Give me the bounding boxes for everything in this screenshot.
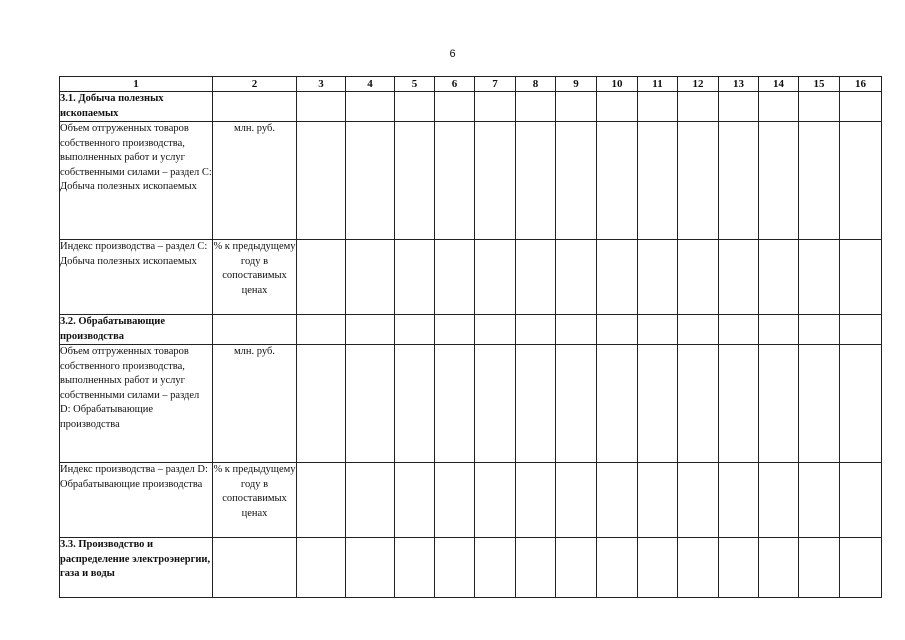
- value-cell: [597, 240, 638, 315]
- column-header: 5: [395, 77, 435, 92]
- value-cell: [840, 240, 882, 315]
- value-cell: [799, 240, 840, 315]
- value-cell: [346, 240, 395, 315]
- indicator-name: Индекс производства – раздел D: Обрабатывающие производства: [60, 463, 213, 538]
- value-cell: [297, 463, 346, 538]
- value-cell: [678, 92, 719, 122]
- column-header: 1: [60, 77, 213, 92]
- value-cell: [297, 92, 346, 122]
- value-cell: [516, 315, 556, 345]
- value-cell: [678, 122, 719, 240]
- value-cell: [719, 122, 759, 240]
- column-header: 2: [213, 77, 297, 92]
- column-header: 10: [597, 77, 638, 92]
- value-cell: [840, 92, 882, 122]
- value-cell: [719, 463, 759, 538]
- section-title: 3.3. Производство и распределение электроэнергии, газа и воды: [60, 538, 213, 598]
- value-cell: [759, 240, 799, 315]
- column-header: 7: [475, 77, 516, 92]
- value-cell: [840, 538, 882, 598]
- value-cell: [597, 315, 638, 345]
- value-cell: [719, 345, 759, 463]
- value-cell: [516, 345, 556, 463]
- indicators-table: [59, 76, 882, 598]
- value-cell: [556, 122, 597, 240]
- value-cell: [678, 538, 719, 598]
- unit-cell: млн. руб.: [213, 122, 297, 240]
- value-cell: [435, 315, 475, 345]
- value-cell: [556, 538, 597, 598]
- value-cell: [719, 240, 759, 315]
- value-cell: [638, 122, 678, 240]
- unit-cell: [213, 92, 297, 122]
- value-cell: [719, 315, 759, 345]
- value-cell: [556, 463, 597, 538]
- value-cell: [840, 122, 882, 240]
- value-cell: [516, 92, 556, 122]
- value-cell: [297, 538, 346, 598]
- value-cell: [346, 538, 395, 598]
- value-cell: [678, 463, 719, 538]
- column-header: 3: [297, 77, 346, 92]
- section-row: [60, 538, 882, 598]
- column-header: 11: [638, 77, 678, 92]
- value-cell: [346, 92, 395, 122]
- unit-cell: % к предыдущему году в сопоставимых ценах: [213, 463, 297, 538]
- value-cell: [719, 538, 759, 598]
- value-cell: [556, 240, 597, 315]
- column-header: 13: [719, 77, 759, 92]
- value-cell: [638, 463, 678, 538]
- value-cell: [475, 92, 516, 122]
- column-header: 8: [516, 77, 556, 92]
- value-cell: [759, 345, 799, 463]
- indicator-row: [60, 345, 882, 463]
- section-title: 3.2. Обрабатывающие производства: [60, 315, 213, 345]
- value-cell: [346, 345, 395, 463]
- page-number: 6: [449, 48, 456, 60]
- column-header: 15: [799, 77, 840, 92]
- value-cell: [297, 315, 346, 345]
- value-cell: [346, 122, 395, 240]
- value-cell: [759, 315, 799, 345]
- value-cell: [395, 122, 435, 240]
- value-cell: [759, 92, 799, 122]
- value-cell: [516, 463, 556, 538]
- value-cell: [597, 538, 638, 598]
- unit-cell: % к предыдущему году в сопоставимых ценах: [213, 240, 297, 315]
- value-cell: [475, 240, 516, 315]
- column-header: 16: [840, 77, 882, 92]
- value-cell: [435, 240, 475, 315]
- value-cell: [346, 315, 395, 345]
- section-title: 3.1. Добыча полезных ископаемых: [60, 92, 213, 122]
- value-cell: [597, 463, 638, 538]
- unit-cell: [213, 315, 297, 345]
- indicator-name: Объем отгруженных товаров собственного производства, выполненных работ и услуг собственными силами – раздел C: Добыча полезных ископаемых: [60, 122, 213, 240]
- value-cell: [435, 345, 475, 463]
- value-cell: [799, 315, 840, 345]
- value-cell: [395, 315, 435, 345]
- value-cell: [840, 315, 882, 345]
- value-cell: [475, 463, 516, 538]
- value-cell: [556, 92, 597, 122]
- indicator-name: Индекс производства – раздел C: Добыча полезных ископаемых: [60, 240, 213, 315]
- value-cell: [475, 122, 516, 240]
- indicator-row: [60, 240, 882, 315]
- value-cell: [556, 315, 597, 345]
- value-cell: [719, 92, 759, 122]
- column-header: 14: [759, 77, 799, 92]
- value-cell: [556, 345, 597, 463]
- value-cell: [759, 122, 799, 240]
- column-header: 12: [678, 77, 719, 92]
- value-cell: [395, 240, 435, 315]
- value-cell: [799, 463, 840, 538]
- value-cell: [516, 240, 556, 315]
- value-cell: [346, 463, 395, 538]
- value-cell: [395, 463, 435, 538]
- value-cell: [516, 122, 556, 240]
- unit-cell: млн. руб.: [213, 345, 297, 463]
- value-cell: [597, 345, 638, 463]
- value-cell: [297, 240, 346, 315]
- value-cell: [759, 463, 799, 538]
- value-cell: [678, 315, 719, 345]
- value-cell: [678, 345, 719, 463]
- value-cell: [475, 315, 516, 345]
- column-number-row: [60, 77, 882, 92]
- value-cell: [395, 538, 435, 598]
- column-header: 4: [346, 77, 395, 92]
- value-cell: [435, 538, 475, 598]
- value-cell: [840, 463, 882, 538]
- value-cell: [799, 345, 840, 463]
- value-cell: [435, 92, 475, 122]
- value-cell: [475, 345, 516, 463]
- indicator-row: [60, 122, 882, 240]
- value-cell: [840, 345, 882, 463]
- value-cell: [475, 538, 516, 598]
- value-cell: [799, 92, 840, 122]
- value-cell: [638, 345, 678, 463]
- value-cell: [638, 92, 678, 122]
- value-cell: [297, 122, 346, 240]
- value-cell: [435, 463, 475, 538]
- section-row: [60, 315, 882, 345]
- value-cell: [597, 92, 638, 122]
- value-cell: [638, 240, 678, 315]
- column-header: 6: [435, 77, 475, 92]
- value-cell: [678, 240, 719, 315]
- value-cell: [799, 538, 840, 598]
- value-cell: [395, 345, 435, 463]
- value-cell: [799, 122, 840, 240]
- value-cell: [516, 538, 556, 598]
- value-cell: [297, 345, 346, 463]
- indicator-name: Объем отгруженных товаров собственного производства, выполненных работ и услуг собственными силами – раздел D: Обрабатывающие производства: [60, 345, 213, 463]
- indicator-row: [60, 463, 882, 538]
- value-cell: [395, 92, 435, 122]
- value-cell: [435, 122, 475, 240]
- value-cell: [638, 315, 678, 345]
- value-cell: [597, 122, 638, 240]
- unit-cell: [213, 538, 297, 598]
- value-cell: [638, 538, 678, 598]
- column-header: 9: [556, 77, 597, 92]
- value-cell: [759, 538, 799, 598]
- section-row: [60, 92, 882, 122]
